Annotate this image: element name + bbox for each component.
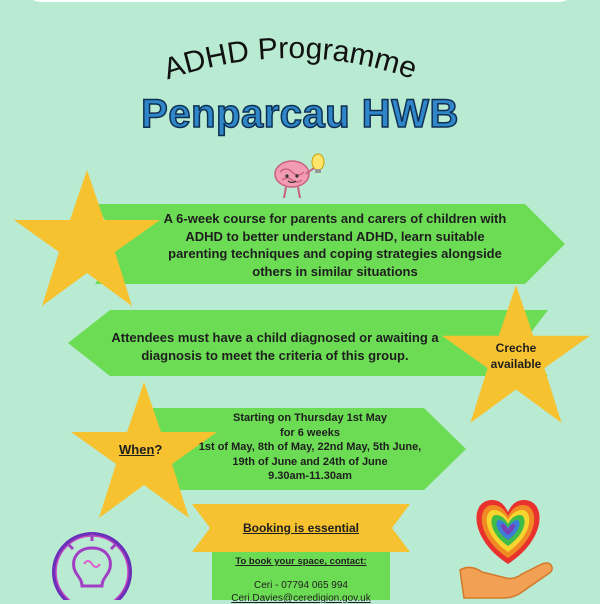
schedule-line: for 6 weeks [280, 426, 340, 439]
schedule-line: 9.30am-11.30am [268, 470, 352, 482]
svg-text:ADHD Programme [160, 32, 421, 86]
star-decoration-left [12, 168, 162, 308]
course-description-line: ADHD to better understand ADHD, learn suitable [185, 228, 485, 244]
top-banner-shape [20, 0, 580, 2]
course-description-line: A 6-week course for parents and carers of children with [163, 211, 507, 226]
contact-heading: To book your space, contact: [235, 556, 367, 567]
page-title-text: ADHD Programme [159, 31, 421, 87]
criteria-line: Attendees must have a child diagnosed or awaiting a [111, 330, 439, 345]
rainbow-heart-hand-icon [458, 492, 558, 600]
contact-phone: Ceri - 07794 065 994 [254, 580, 348, 591]
when-label: When [119, 442, 155, 457]
page-subtitle: Penparcau HWB [141, 92, 459, 136]
schedule-text [190, 411, 430, 484]
course-description-line: parenting techniques and coping strategies alongside [168, 246, 502, 261]
when-suffix: ? [154, 442, 163, 457]
course-description [150, 210, 520, 280]
criteria-line: diagnosis to meet the criteria of this group. [141, 347, 409, 363]
creche-label [476, 340, 556, 372]
schedule-line: Starting on Thursday 1st May [232, 412, 388, 424]
page-title [0, 18, 600, 88]
creche-line: Creche [495, 341, 537, 355]
when-heading [119, 442, 162, 457]
schedule-line: 19th of June and 24th of June [232, 455, 388, 468]
schedule-line: 1st of May, 8th of May, 22nd May, 5th June, [198, 441, 422, 453]
booking-banner-text: Booking is essential [242, 521, 360, 535]
creche-line: available [490, 357, 542, 371]
contact-email[interactable]: Ceri.Davies@ceredigion.gov.uk [231, 593, 371, 604]
lightbulb-brain-icon [46, 530, 138, 600]
criteria-text [105, 329, 445, 364]
brain-lightbulb-icon [268, 150, 330, 206]
course-description-line: others in similar situations [252, 263, 418, 279]
